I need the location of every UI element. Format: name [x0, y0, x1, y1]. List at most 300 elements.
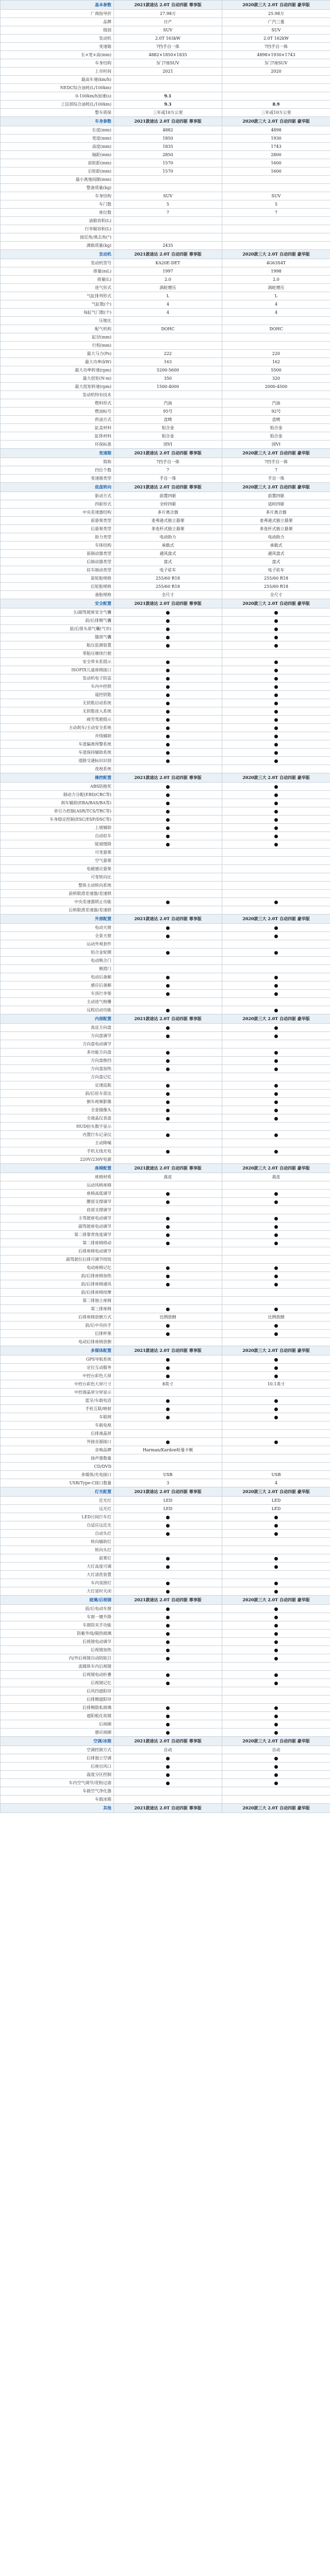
- spec-value-1: [114, 1355, 222, 1364]
- column-header-2: 2020款三大 2.0T 自动四驱 豪华版: [222, 1, 330, 10]
- spec-value-2: [222, 1198, 330, 1206]
- spec-label: 座椅高低调节: [1, 1190, 114, 1198]
- spec-row: [1, 1413, 330, 1421]
- spec-label: 燃油标号: [1, 408, 114, 416]
- spec-label: 最高车速(km/h): [1, 76, 114, 84]
- standard-equipment-dot-icon: [166, 1657, 170, 1660]
- spec-label: 第二排独立座椅: [1, 1297, 114, 1305]
- spec-value-2: 汽油: [222, 399, 330, 408]
- section-header: [1, 1, 330, 10]
- spec-row: [1, 783, 330, 791]
- spec-label: 多媒体/充电接口: [1, 1471, 114, 1479]
- spec-value-1: [114, 857, 222, 865]
- spec-label: 高度(mm): [1, 143, 114, 151]
- spec-row: [1, 1264, 330, 1272]
- spec-row: [1, 1397, 330, 1405]
- spec-value-2: [222, 1546, 330, 1554]
- spec-label: 车窗防夹手功能: [1, 1621, 114, 1630]
- spec-value-2: 5门7座SUV: [222, 59, 330, 67]
- spec-row: [1, 167, 330, 176]
- spec-value-2: 电子驻车: [222, 566, 330, 574]
- section-title: 空调/冰箱: [1, 1737, 114, 1746]
- spec-row: [1, 35, 330, 43]
- spec-value-2: 三年或10万公里: [222, 109, 330, 117]
- spec-label: 扬声器数量: [1, 1454, 114, 1463]
- standard-equipment-dot-icon: [166, 1399, 170, 1403]
- spec-row: [1, 458, 330, 466]
- spec-label: 大灯延时关闭: [1, 1587, 114, 1596]
- spec-label: 后排杯架: [1, 1330, 114, 1338]
- spec-value-2: [222, 650, 330, 658]
- spec-row: [1, 807, 330, 816]
- spec-row: [1, 1554, 330, 1563]
- spec-label: 后排座椅电动调节: [1, 1247, 114, 1256]
- spec-value-2: [222, 1554, 330, 1563]
- standard-equipment-dot-icon: [274, 1358, 278, 1362]
- spec-value-2: [222, 1687, 330, 1696]
- column-header-2: 2020款三大 2.0T 自动四驱 豪华版: [222, 449, 330, 458]
- standard-equipment-dot-icon: [274, 810, 278, 814]
- standard-equipment-dot-icon: [166, 1557, 170, 1561]
- spec-row: [1, 1073, 330, 1081]
- spec-value-2: [222, 924, 330, 932]
- standard-equipment-dot-icon: [274, 1723, 278, 1726]
- section-title: 内部配置: [1, 1014, 114, 1024]
- spec-value-2: [222, 1704, 330, 1712]
- spec-value-2: [222, 1712, 330, 1720]
- spec-value-2: [222, 740, 330, 749]
- spec-row: [1, 1372, 330, 1380]
- spec-row: [1, 1754, 330, 1762]
- spec-value-2: [222, 965, 330, 973]
- section-title: 操控配置: [1, 773, 114, 783]
- spec-value-2: [222, 666, 330, 674]
- section-title: 灯光配置: [1, 1487, 114, 1497]
- spec-label: 气缸数(个): [1, 300, 114, 309]
- spec-row: [1, 1438, 330, 1446]
- spec-row: [1, 84, 330, 92]
- standard-equipment-dot-icon: [274, 951, 278, 955]
- spec-value-1: 95号: [114, 408, 222, 416]
- standard-equipment-dot-icon: [166, 1582, 170, 1585]
- standard-equipment-dot-icon: [274, 1266, 278, 1270]
- spec-label: 工信部综合油耗(L/100km): [1, 100, 114, 109]
- spec-row: [1, 325, 330, 333]
- spec-value-1: [114, 1057, 222, 1065]
- spec-value-2: 7: [222, 209, 330, 217]
- spec-value-2: 承载式: [222, 541, 330, 550]
- spec-value-2: [222, 1131, 330, 1139]
- spec-value-1: [114, 633, 222, 641]
- spec-value-1: [114, 757, 222, 765]
- spec-label: 陡坡缓降: [1, 840, 114, 849]
- standard-equipment-dot-icon: [274, 976, 278, 979]
- spec-value-1: [114, 217, 222, 225]
- spec-value-1: 全时四驱: [114, 500, 222, 509]
- spec-label: 前桥限滑差速器/差速锁: [1, 890, 114, 898]
- spec-row: [1, 67, 330, 76]
- spec-value-2: [222, 1663, 330, 1671]
- spec-label: 感应后备厢: [1, 981, 114, 990]
- standard-equipment-dot-icon: [166, 926, 170, 930]
- spec-value-2: [222, 1123, 330, 1131]
- standard-equipment-dot-icon: [274, 785, 278, 789]
- section-title: 安全配置: [1, 599, 114, 608]
- spec-row: [1, 1388, 330, 1397]
- spec-row: [1, 1181, 330, 1190]
- spec-value-1: 2.0: [114, 276, 222, 284]
- spec-value-1: 承载式: [114, 541, 222, 550]
- spec-value-2: [222, 840, 330, 849]
- standard-equipment-dot-icon: [166, 1632, 170, 1636]
- spec-row: [1, 1696, 330, 1704]
- spec-row: [1, 1613, 330, 1621]
- spec-value-2: [222, 1671, 330, 1679]
- spec-label: 长度(mm): [1, 126, 114, 134]
- spec-label: 主动降噪: [1, 1139, 114, 1147]
- standard-equipment-dot-icon: [166, 1067, 170, 1071]
- standard-equipment-dot-icon: [166, 1516, 170, 1519]
- standard-equipment-dot-icon: [274, 835, 278, 838]
- spec-value-2: [222, 791, 330, 799]
- spec-value-1: 4882: [114, 126, 222, 134]
- spec-value-1: 9.3: [114, 100, 222, 109]
- section-header: [1, 483, 330, 492]
- spec-label: 后座出风口: [1, 1762, 114, 1771]
- spec-value-2: [222, 225, 330, 233]
- spec-value-1: [114, 1247, 222, 1256]
- spec-value-2: [222, 1256, 330, 1264]
- spec-row: [1, 1779, 330, 1787]
- standard-equipment-dot-icon: [274, 743, 278, 747]
- column-header-1: 2021款途达 2.0T 自动四驱 尊享版: [114, 1596, 222, 1605]
- spec-value-2: [222, 832, 330, 840]
- spec-label: 发动机型号: [1, 259, 114, 267]
- spec-value-2: [222, 1073, 330, 1081]
- column-header-2: 2020款三大 2.0T 自动四驱 豪华版: [222, 1487, 330, 1497]
- standard-equipment-dot-icon: [274, 1590, 278, 1594]
- spec-label: 大灯清洗装置: [1, 1571, 114, 1579]
- spec-row: [1, 26, 330, 35]
- spec-row: [1, 857, 330, 865]
- section-header: [1, 1164, 330, 1173]
- spec-value-2: [222, 217, 330, 225]
- spec-row: [1, 300, 330, 309]
- spec-row: [1, 1421, 330, 1430]
- standard-equipment-dot-icon: [274, 644, 278, 648]
- spec-value-2: [222, 1388, 330, 1397]
- spec-value-1: [114, 1206, 222, 1214]
- spec-value-2: [222, 633, 330, 641]
- spec-row: [1, 432, 330, 440]
- spec-label: 副驾驶位后排可调节按钮: [1, 1256, 114, 1264]
- spec-value-1: 手自一体: [114, 474, 222, 483]
- spec-row: [1, 541, 330, 550]
- standard-equipment-dot-icon: [166, 1117, 170, 1121]
- spec-row: [1, 1587, 330, 1596]
- spec-label: 自适应远近光: [1, 1521, 114, 1530]
- standard-equipment-dot-icon: [166, 1565, 170, 1569]
- spec-value-1: DOHC: [114, 325, 222, 333]
- standard-equipment-dot-icon: [274, 1192, 278, 1196]
- spec-label: 内置行车记录仪: [1, 1131, 114, 1139]
- spec-row: [1, 1630, 330, 1638]
- spec-label: 车身结构: [1, 59, 114, 67]
- spec-row: [1, 1563, 330, 1571]
- spec-row: [1, 641, 330, 650]
- spec-row: [1, 1471, 330, 1479]
- spec-value-1: SUV: [114, 192, 222, 200]
- spec-value-2: LED: [222, 1497, 330, 1505]
- standard-equipment-dot-icon: [166, 1624, 170, 1628]
- spec-row: [1, 350, 330, 358]
- spec-value-2: [222, 1563, 330, 1571]
- spec-value-2: [222, 799, 330, 807]
- spec-value-2: [222, 1098, 330, 1106]
- spec-value-2: 直喷: [222, 416, 330, 424]
- standard-equipment-dot-icon: [166, 843, 170, 846]
- spec-value-2: 多连杆式独立悬架: [222, 525, 330, 533]
- spec-row: [1, 276, 330, 284]
- spec-label: 车顶行李架: [1, 990, 114, 998]
- spec-value-1: [114, 1538, 222, 1546]
- spec-value-2: [222, 765, 330, 773]
- spec-value-2: [222, 1040, 330, 1048]
- standard-equipment-dot-icon: [166, 1283, 170, 1286]
- spec-label: ISOFIX儿童座椅接口: [1, 666, 114, 674]
- spec-value-1: [114, 783, 222, 791]
- standard-equipment-dot-icon: [274, 1217, 278, 1221]
- spec-value-2: [222, 990, 330, 998]
- spec-label: 前轮胎规格: [1, 574, 114, 583]
- standard-equipment-dot-icon: [274, 669, 278, 672]
- standard-equipment-dot-icon: [166, 1308, 170, 1311]
- spec-value-1: [114, 1521, 222, 1530]
- spec-value-2: [222, 1321, 330, 1330]
- spec-row: [1, 824, 330, 832]
- spec-value-2: 10.1英寸: [222, 1380, 330, 1388]
- spec-label: 每缸气门数(个): [1, 309, 114, 317]
- spec-value-2: 手自一体: [222, 474, 330, 483]
- spec-value-1: [114, 799, 222, 807]
- spec-row: [1, 18, 330, 26]
- spec-row: [1, 948, 330, 957]
- spec-value-1: [114, 1123, 222, 1131]
- spec-value-2: [222, 1762, 330, 1771]
- spec-label: 座位数: [1, 209, 114, 217]
- spec-row: [1, 466, 330, 474]
- spec-label: 220V/230V电源: [1, 1156, 114, 1164]
- spec-label: 中控台彩色大屏尺寸: [1, 1380, 114, 1388]
- spec-value-2: [222, 1679, 330, 1687]
- spec-label: 可变悬架: [1, 849, 114, 857]
- standard-equipment-dot-icon: [274, 751, 278, 755]
- spec-value-1: 全尺寸: [114, 591, 222, 599]
- spec-label: 主驾驶座电动调节: [1, 1214, 114, 1223]
- spec-value-1: [114, 707, 222, 716]
- standard-equipment-dot-icon: [166, 1225, 170, 1229]
- spec-value-1: [114, 176, 222, 184]
- spec-label: 肩部支撑调节: [1, 1206, 114, 1214]
- column-header-2: 2020款三大 2.0T 自动四驱 豪华版: [222, 1596, 330, 1605]
- spec-row: [1, 358, 330, 366]
- spec-value-2: 4: [222, 300, 330, 309]
- spec-label: 后排独立空调: [1, 1754, 114, 1762]
- spec-value-2: 1998: [222, 267, 330, 276]
- spec-label: 膝部气囊: [1, 633, 114, 641]
- spec-value-1: [114, 1223, 222, 1231]
- spec-value-1: [114, 832, 222, 840]
- spec-value-1: [114, 873, 222, 882]
- standard-equipment-dot-icon: [274, 1408, 278, 1411]
- standard-equipment-dot-icon: [166, 693, 170, 697]
- spec-value-1: 1835: [114, 143, 222, 151]
- spec-value-1: 汽油: [114, 399, 222, 408]
- spec-label: 铝合金轮圈: [1, 948, 114, 957]
- spec-value-1: [114, 1454, 222, 1463]
- spec-label: 方向盘记忆: [1, 1073, 114, 1081]
- spec-value-1: [114, 1762, 222, 1771]
- spec-row: [1, 309, 330, 317]
- spec-row: [1, 583, 330, 591]
- standard-equipment-dot-icon: [166, 793, 170, 797]
- spec-value-1: LED: [114, 1505, 222, 1513]
- spec-label: 定速巡航: [1, 1081, 114, 1090]
- spec-row: [1, 59, 330, 67]
- spec-value-2: [222, 1065, 330, 1073]
- spec-row: [1, 134, 330, 143]
- spec-label: ABS防抱死: [1, 783, 114, 791]
- spec-label: 燃料形式: [1, 399, 114, 408]
- spec-value-1: 1997: [114, 267, 222, 276]
- spec-value-2: [222, 1621, 330, 1630]
- spec-label: 自动头灯: [1, 1530, 114, 1538]
- spec-label: 车身稳定控制(ESC/ESP/DSC等): [1, 816, 114, 824]
- spec-value-2: [222, 1463, 330, 1471]
- spec-label: 配气机构: [1, 325, 114, 333]
- standard-equipment-dot-icon: [166, 1092, 170, 1096]
- standard-equipment-dot-icon: [274, 1283, 278, 1286]
- section-title: 其他: [1, 1804, 114, 1813]
- spec-label: 后风挡遮阳帘: [1, 1687, 114, 1696]
- spec-value-1: [114, 865, 222, 873]
- spec-value-1: [114, 1032, 222, 1040]
- spec-value-1: [114, 765, 222, 773]
- spec-row: [1, 1355, 330, 1364]
- spec-value-2: USB: [222, 1471, 330, 1479]
- standard-equipment-dot-icon: [166, 735, 170, 738]
- column-header-1: 2021款途达 2.0T 自动四驱 尊享版: [114, 1346, 222, 1355]
- column-header-1: 2021款途达 2.0T 自动四驱 尊享版: [114, 117, 222, 126]
- spec-row: [1, 1006, 330, 1014]
- spec-value-1: [114, 1621, 222, 1630]
- standard-equipment-dot-icon: [274, 1682, 278, 1685]
- spec-label: 温度分区控制: [1, 1771, 114, 1779]
- spec-value-1: 铝合金: [114, 424, 222, 432]
- spec-label: 可变转向比: [1, 873, 114, 882]
- spec-label: 油箱容积(L): [1, 217, 114, 225]
- spec-value-2: [222, 1081, 330, 1090]
- spec-value-2: [222, 76, 330, 84]
- spec-value-1: 7挡手自一体: [114, 458, 222, 466]
- spec-row: [1, 699, 330, 707]
- spec-label: 大灯高度可调: [1, 1563, 114, 1571]
- spec-label: 车门数: [1, 200, 114, 209]
- spec-value-2: [222, 1280, 330, 1289]
- standard-equipment-dot-icon: [166, 810, 170, 814]
- standard-equipment-dot-icon: [274, 1416, 278, 1419]
- standard-equipment-dot-icon: [166, 1133, 170, 1137]
- spec-label: 内/外后视镜自动防眩目: [1, 1654, 114, 1663]
- spec-label: 中央差速器结构: [1, 509, 114, 517]
- standard-equipment-dot-icon: [274, 1640, 278, 1644]
- spec-value-2: [222, 699, 330, 707]
- spec-label: 整车质保: [1, 109, 114, 117]
- spec-value-2: 1600: [222, 159, 330, 167]
- spec-label: 中央差速器锁止功能: [1, 898, 114, 906]
- spec-value-2: 铝合金: [222, 424, 330, 432]
- spec-value-1: [114, 1297, 222, 1305]
- spec-row: [1, 1081, 330, 1090]
- spec-label: 满载质量(kg): [1, 242, 114, 250]
- standard-equipment-dot-icon: [274, 843, 278, 846]
- spec-value-2: [222, 1438, 330, 1446]
- spec-row: [1, 1538, 330, 1546]
- spec-value-1: 4882×1850×1835: [114, 51, 222, 59]
- spec-value-1: [114, 965, 222, 973]
- spec-value-1: [114, 1679, 222, 1687]
- spec-row: [1, 965, 330, 973]
- spec-value-2: [222, 608, 330, 617]
- standard-equipment-dot-icon: [166, 785, 170, 789]
- spec-value-2: 2000-4500: [222, 383, 330, 391]
- spec-row: [1, 707, 330, 716]
- spec-row: [1, 873, 330, 882]
- spec-label: 前/后中央扶手: [1, 1321, 114, 1330]
- spec-row: [1, 898, 330, 906]
- spec-label: 后视镜加热: [1, 1646, 114, 1654]
- spec-row: [1, 973, 330, 981]
- spec-value-2: [222, 691, 330, 699]
- standard-equipment-dot-icon: [166, 1375, 170, 1378]
- spec-value-2: [222, 1106, 330, 1114]
- standard-equipment-dot-icon: [166, 751, 170, 755]
- spec-label: 后桥限滑差速器/差速锁: [1, 906, 114, 914]
- spec-value-1: [114, 1106, 222, 1114]
- spec-value-1: [114, 1754, 222, 1762]
- standard-equipment-dot-icon: [166, 1715, 170, 1718]
- spec-value-2: [222, 1272, 330, 1280]
- spec-row: [1, 1762, 330, 1771]
- standard-equipment-dot-icon: [274, 1399, 278, 1403]
- spec-row: [1, 1190, 330, 1198]
- spec-value-1: SUV: [114, 26, 222, 35]
- spec-value-1: [114, 1330, 222, 1338]
- spec-label: 远光灯: [1, 1505, 114, 1513]
- spec-value-2: [222, 749, 330, 757]
- spec-value-1: [114, 1704, 222, 1712]
- spec-label: 空调控制方式: [1, 1746, 114, 1754]
- spec-row: [1, 1139, 330, 1147]
- spec-value-1: [114, 1024, 222, 1032]
- spec-label: 车道保持辅助系统: [1, 749, 114, 757]
- spec-value-2: [222, 1613, 330, 1621]
- spec-row: [1, 51, 330, 59]
- spec-value-1: [114, 932, 222, 940]
- standard-equipment-dot-icon: [166, 759, 170, 763]
- spec-label: 驻车制动类型: [1, 566, 114, 574]
- spec-label: 缸体材料: [1, 432, 114, 440]
